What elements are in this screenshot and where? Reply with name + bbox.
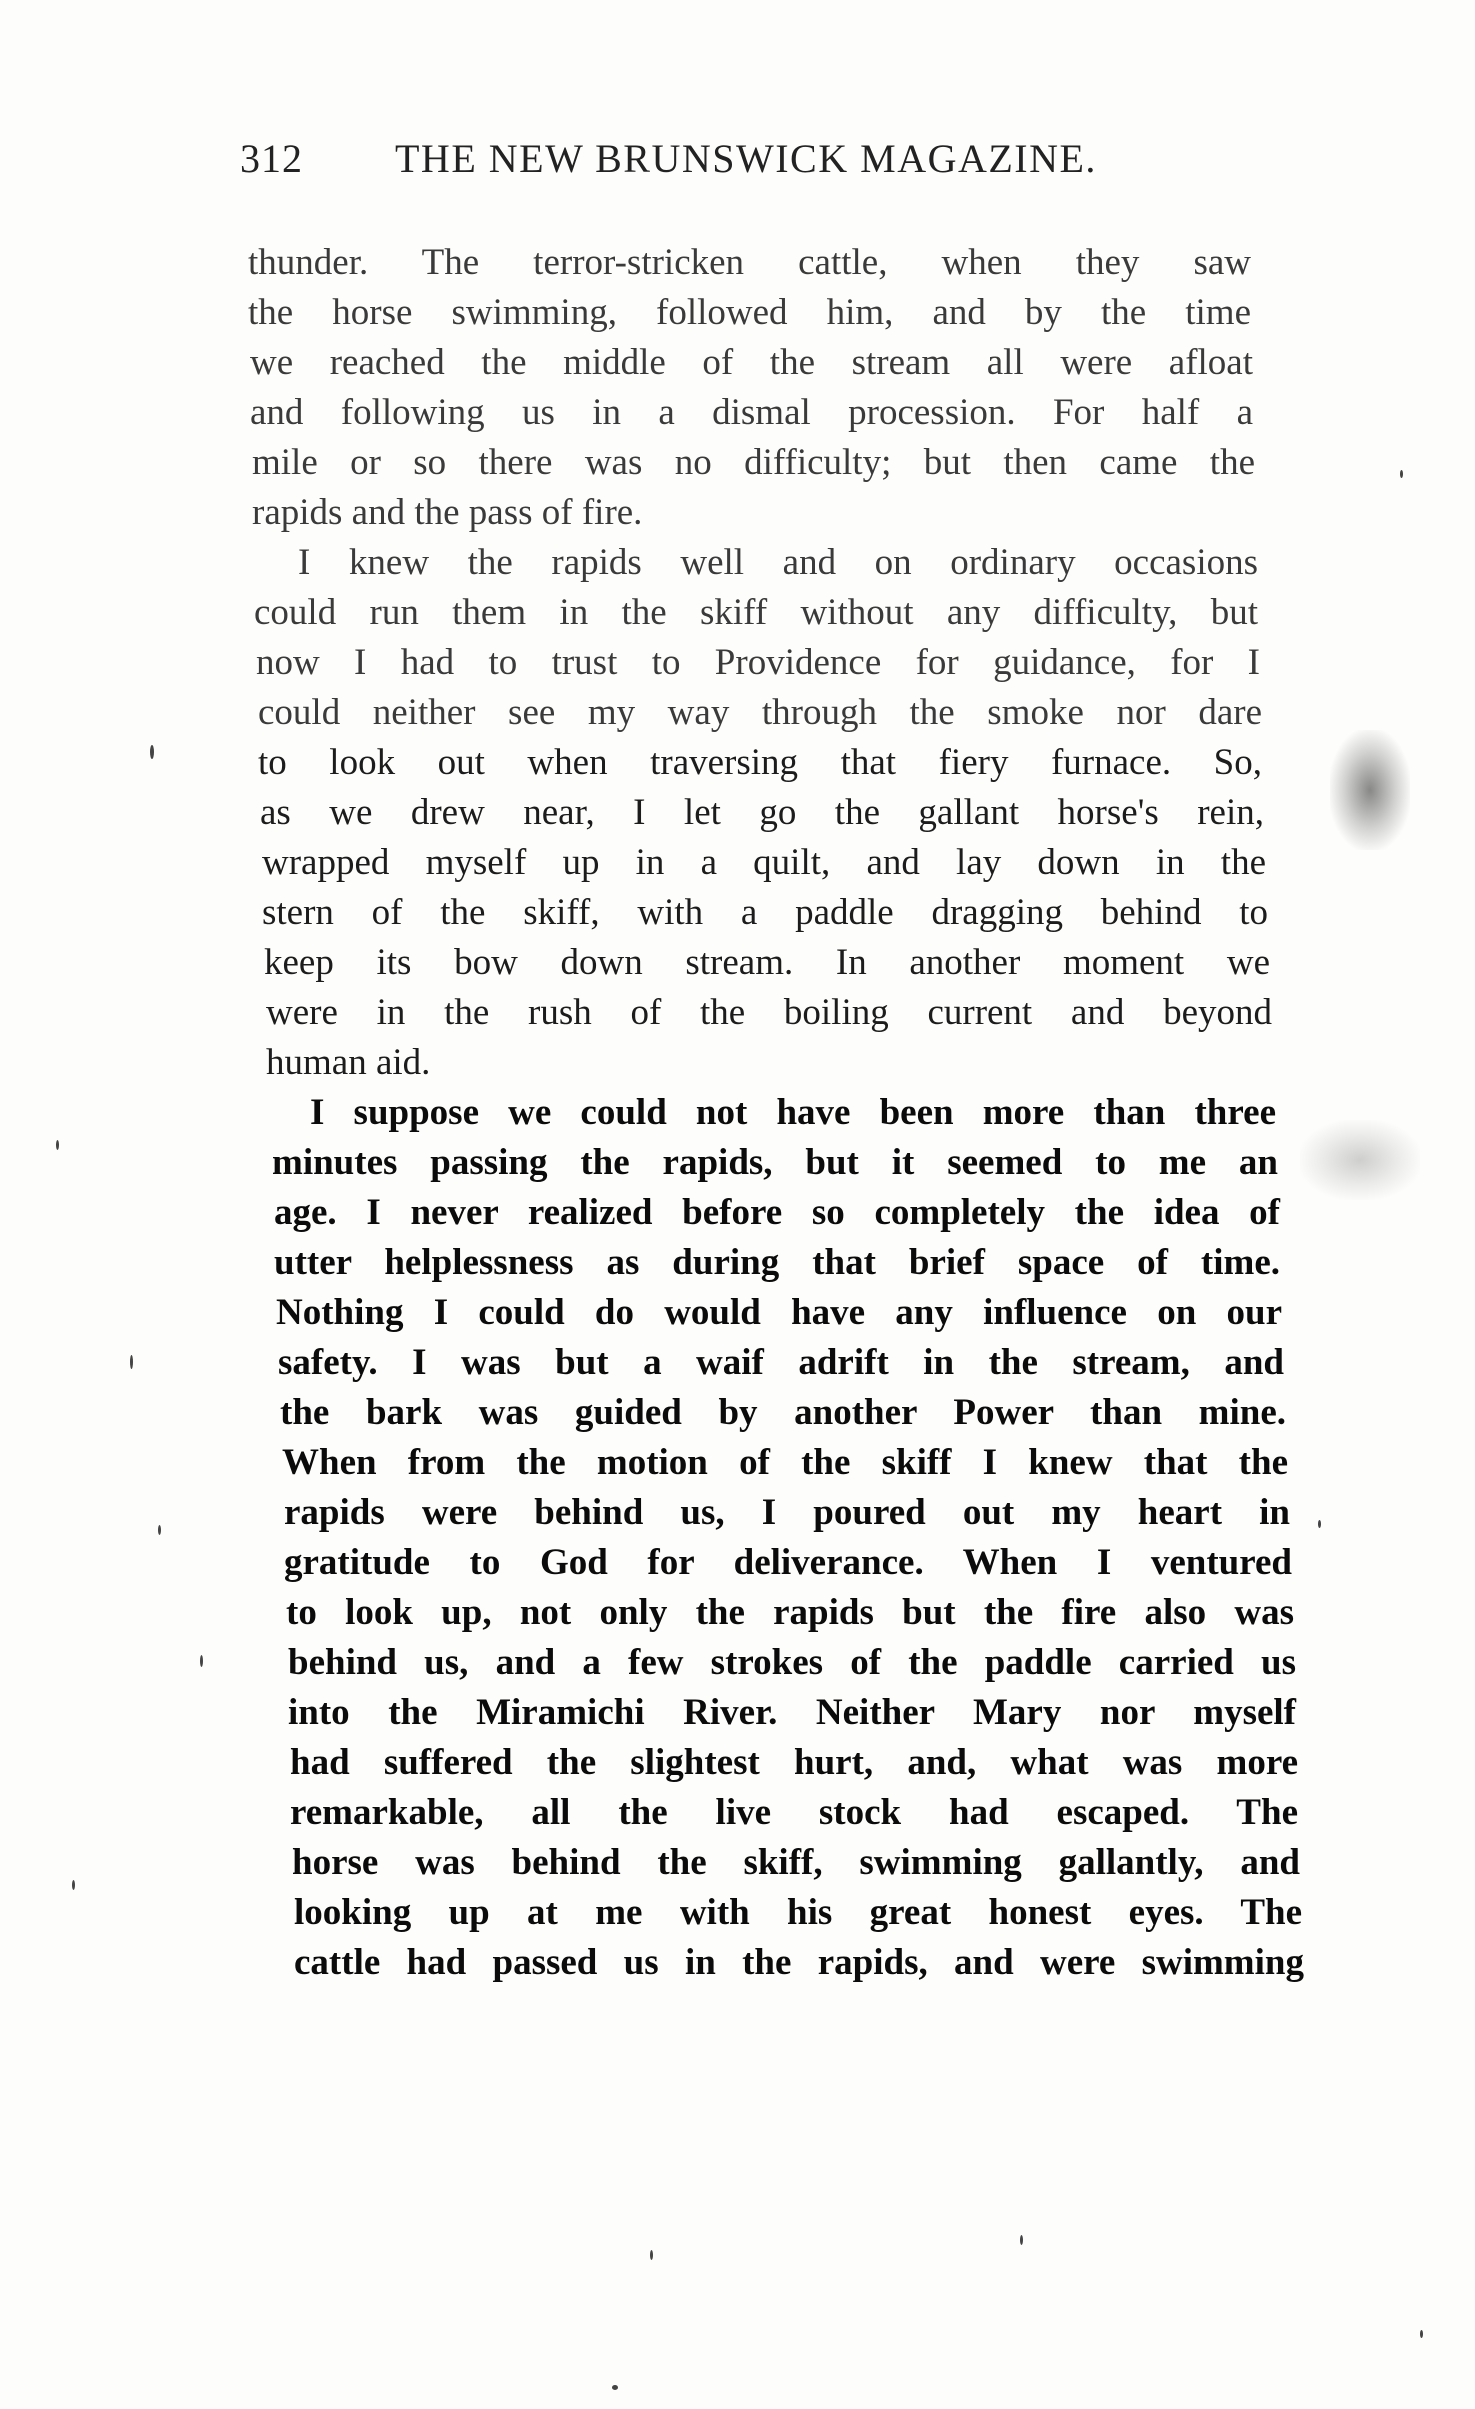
text-line: rapids and the pass of fire. bbox=[252, 492, 643, 533]
text-line: stern of the skiff, with a paddle dragging behind to bbox=[262, 892, 1268, 933]
text-line: utter helplessness as during that brief space of time. bbox=[274, 1242, 1280, 1283]
page-number: 312 bbox=[240, 136, 303, 181]
scan-speck bbox=[1020, 2235, 1023, 2245]
text-line: could neither see my way through the smoke nor dare bbox=[258, 692, 1262, 733]
running-head: THE NEW BRUNSWICK MAGAZINE. bbox=[395, 136, 1097, 181]
text-line: gratitude to God for deliverance. When I ventured bbox=[284, 1542, 1292, 1583]
text-line: Nothing I could do would have any influence on our bbox=[276, 1292, 1282, 1333]
text-line: age. I never realized before so completely the idea of bbox=[274, 1192, 1280, 1233]
scan-speck bbox=[1420, 2330, 1423, 2338]
text-line: I knew the rapids well and on ordinary occasions bbox=[298, 542, 1258, 583]
text-line: behind us, and a few strokes of the paddle carried us bbox=[288, 1642, 1296, 1683]
text-line: the horse swimming, followed him, and by the time bbox=[248, 292, 1251, 333]
text-line: I suppose we could not have been more than three bbox=[310, 1092, 1276, 1133]
text-line: looking up at me with his great honest eyes. The bbox=[294, 1892, 1302, 1933]
text-line: to look out when traversing that fiery furnace. So, bbox=[258, 742, 1262, 783]
text-line: thunder. The terror-stricken cattle, when they saw bbox=[248, 242, 1251, 283]
text-line: into the Miramichi River. Neither Mary nor myself bbox=[288, 1692, 1296, 1733]
ink-smudge bbox=[1300, 1120, 1420, 1200]
scan-speck bbox=[200, 1655, 203, 1667]
text-line: cattle had passed us in the rapids, and were swimming bbox=[294, 1942, 1304, 1983]
text-line: we reached the middle of the stream all were afloat bbox=[250, 342, 1253, 383]
page-header bbox=[240, 135, 1240, 195]
text-line: human aid. bbox=[266, 1042, 431, 1083]
text-line: remarkable, all the live stock had escaped. The bbox=[290, 1792, 1298, 1833]
ink-smudge bbox=[1330, 730, 1410, 850]
scan-speck bbox=[612, 2385, 618, 2390]
text-line: the bark was guided by another Power than mine. bbox=[280, 1392, 1286, 1433]
text-line: could run them in the skiff without any difficulty, but bbox=[254, 592, 1258, 633]
text-line: to look up, not only the rapids but the fire also was bbox=[286, 1592, 1294, 1633]
scan-speck bbox=[1400, 470, 1403, 478]
scan-speck bbox=[72, 1880, 75, 1890]
text-line: mile or so there was no difficulty; but then came the bbox=[252, 442, 1255, 483]
scan-speck bbox=[650, 2250, 653, 2260]
scan-speck bbox=[158, 1525, 161, 1535]
text-line: When from the motion of the skiff I knew that the bbox=[282, 1442, 1288, 1483]
text-line: were in the rush of the boiling current and beyond bbox=[266, 992, 1272, 1033]
text-line: and following us in a dismal procession. For half a bbox=[250, 392, 1253, 433]
scan-speck bbox=[130, 1355, 133, 1369]
text-line: had suffered the slightest hurt, and, what was more bbox=[290, 1742, 1298, 1783]
text-line: keep its bow down stream. In another moment we bbox=[264, 942, 1270, 983]
scan-speck bbox=[1318, 1520, 1321, 1528]
scan-speck bbox=[56, 1140, 59, 1150]
text-line: safety. I was but a waif adrift in the stream, and bbox=[278, 1342, 1284, 1383]
scan-speck bbox=[150, 745, 154, 759]
text-line: rapids were behind us, I poured out my heart in bbox=[284, 1492, 1290, 1533]
text-line: horse was behind the skiff, swimming gallantly, and bbox=[292, 1842, 1300, 1883]
text-line: wrapped myself up in a quilt, and lay down in the bbox=[262, 842, 1266, 883]
text-line: as we drew near, I let go the gallant horse's rein, bbox=[260, 792, 1264, 833]
text-line: now I had to trust to Providence for guidance, for I bbox=[256, 642, 1260, 683]
text-line: minutes passing the rapids, but it seemed to me an bbox=[272, 1142, 1278, 1183]
